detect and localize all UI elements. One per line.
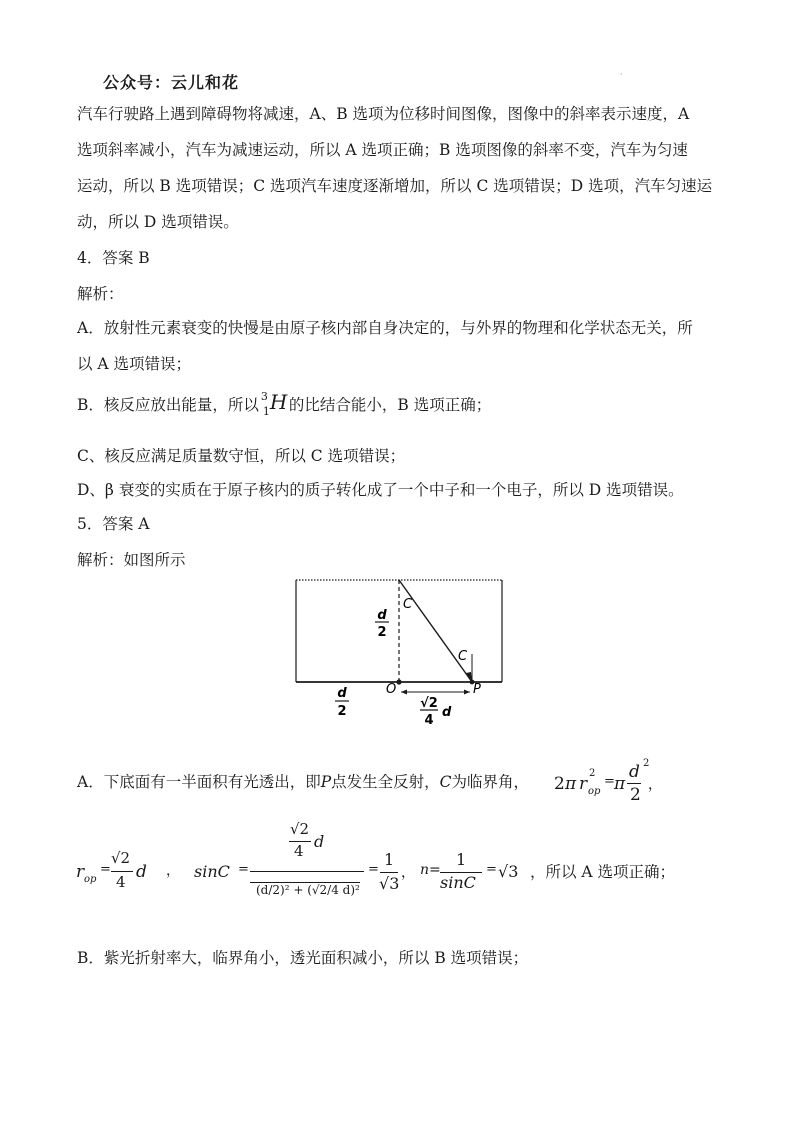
n-lhs: n=	[420, 862, 441, 878]
text-line-2: 选项斜率减小，汽车为减速运动，所以 A 选项正确；B 选项图像的斜率不变，汽车为匀速	[77, 141, 688, 159]
optics-diagram	[290, 574, 530, 734]
q4-option-b-suffix: 的比结合能小，B 选项正确；	[288, 396, 492, 414]
nuclide-charge: 1	[262, 405, 270, 418]
eq1-r: r	[579, 774, 588, 794]
comma-2: ，	[401, 865, 415, 881]
header-dot: ·	[620, 70, 623, 79]
sinc-equation	[194, 820, 400, 920]
r-op-eq: =	[100, 862, 111, 877]
q5-option-b: B．紫光折射率大，临界角小，透光面积减小，所以 B 选项错误；	[77, 949, 529, 967]
q5-point-p: P	[320, 773, 332, 791]
nuclide-mass: 3	[260, 390, 268, 403]
light-ray	[399, 580, 472, 682]
q5-option-a-end: ，所以 A 选项正确；	[530, 863, 676, 881]
n-eq: =	[486, 862, 497, 877]
label-bottom-left-den: 2	[337, 704, 347, 719]
eq1-den: 2	[630, 785, 641, 805]
r-op-r: r	[76, 862, 85, 882]
sinc-den-sqrt: (d/2)² + (√2/4 d)²	[250, 882, 360, 897]
label-d2-left-den: 2	[377, 625, 387, 640]
q4-option-a-line1: A．放射性元素衰变的快慢是由原子核内部自身决定的，与外界的物理和化学状态无关，所	[77, 319, 693, 337]
text-line-3: 运动，所以 B 选项错误；C 选项汽车速度逐渐增加，所以 C 选项错误；D 选项，汽车匀速运	[77, 177, 713, 195]
eq1-sup2: 2	[643, 758, 650, 769]
r-op-bar	[111, 871, 133, 872]
q4-option-c: C、核反应满足质量数守恒，所以 C 选项错误；	[77, 447, 406, 465]
sinc-num-d: d	[314, 832, 325, 851]
label-o: O	[386, 682, 397, 697]
label-four: 4	[424, 713, 434, 728]
q4-option-b	[77, 390, 492, 418]
eq1-pi2: π	[614, 774, 626, 794]
eq1-two: 2	[554, 774, 565, 794]
label-d-bottom: d	[442, 705, 452, 720]
eq1-eq: =	[604, 774, 615, 789]
point-o	[396, 679, 401, 684]
nuclide-symbol	[259, 390, 289, 418]
sinc-frac-bar	[380, 872, 398, 873]
nuclide-letter: H	[269, 390, 288, 414]
q5-analysis-label: 解析：如图所示	[77, 551, 186, 569]
q4-analysis-label: 解析：	[77, 285, 124, 303]
sinc-num-den: 4	[294, 842, 304, 860]
text-line-4: 动，所以 D 选项错误。	[77, 213, 239, 231]
q5-option-a-prefix: A．下底面有一半面积有光透出，即	[77, 773, 321, 791]
n-den: sinC	[440, 873, 476, 892]
label-angle-c-mid: C	[458, 649, 468, 664]
q4-option-d: D、β 衰变的实质在于原子核内的质子转化成了一个中子和一个电子，所以 D 选项错误。	[77, 481, 684, 499]
op-arrow-right	[464, 690, 470, 695]
q5-option-a-mid: 点发生全反射，	[331, 773, 440, 791]
r-op-sub: op	[84, 874, 97, 885]
sinc-num-root: √2	[290, 820, 310, 838]
sinc-main-bar	[250, 871, 364, 872]
sinc-frac-num: 1	[384, 850, 395, 869]
n-val: √3	[498, 862, 519, 881]
text-line-1: 汽车行驶路上遇到障碍物将减速，A、B 选项为位移时间图像，图像中的斜率表示速度，A	[77, 105, 690, 123]
label-root2: √2	[420, 696, 438, 711]
label-bottom-left-num: d	[337, 686, 347, 701]
sinc-eq2: =	[368, 862, 379, 877]
eq1-pi: π	[565, 774, 577, 794]
label-d-left-num: d	[377, 608, 387, 623]
comma-1: ，	[166, 863, 180, 879]
q4-answer: 4．答案 B	[77, 249, 150, 267]
r-op-den: 4	[116, 873, 126, 891]
r-op-d: d	[136, 862, 147, 882]
q5-option-a-post: 为临界角，	[451, 773, 530, 791]
eq1-comma: ，	[648, 777, 662, 793]
eq1-d: d	[629, 762, 640, 782]
q5-option-a	[77, 772, 529, 792]
label-p: P	[473, 682, 481, 697]
q4-option-a-line2: 以 A 选项错误；	[77, 355, 192, 373]
sinc-eq: =	[238, 862, 249, 877]
q5-answer: 5．答案 A	[77, 515, 150, 533]
eq1-sub: op	[588, 786, 601, 797]
sinc-lhs: sinC	[194, 862, 230, 881]
watermark-header: 公众号：云儿和花	[103, 73, 240, 92]
n-num: 1	[456, 850, 467, 869]
n-equation	[420, 848, 530, 898]
op-arrow-left	[401, 690, 407, 695]
q4-option-b-prefix: B．核反应放出能量，所以	[77, 396, 259, 414]
r-op-num: √2	[111, 849, 131, 867]
eq1-sup: 2	[589, 768, 596, 779]
sinc-frac-den: √3	[379, 874, 400, 893]
q5-angle-c: C	[439, 773, 452, 791]
label-angle-c-top: C	[403, 597, 413, 612]
eq1-bar	[627, 783, 641, 784]
